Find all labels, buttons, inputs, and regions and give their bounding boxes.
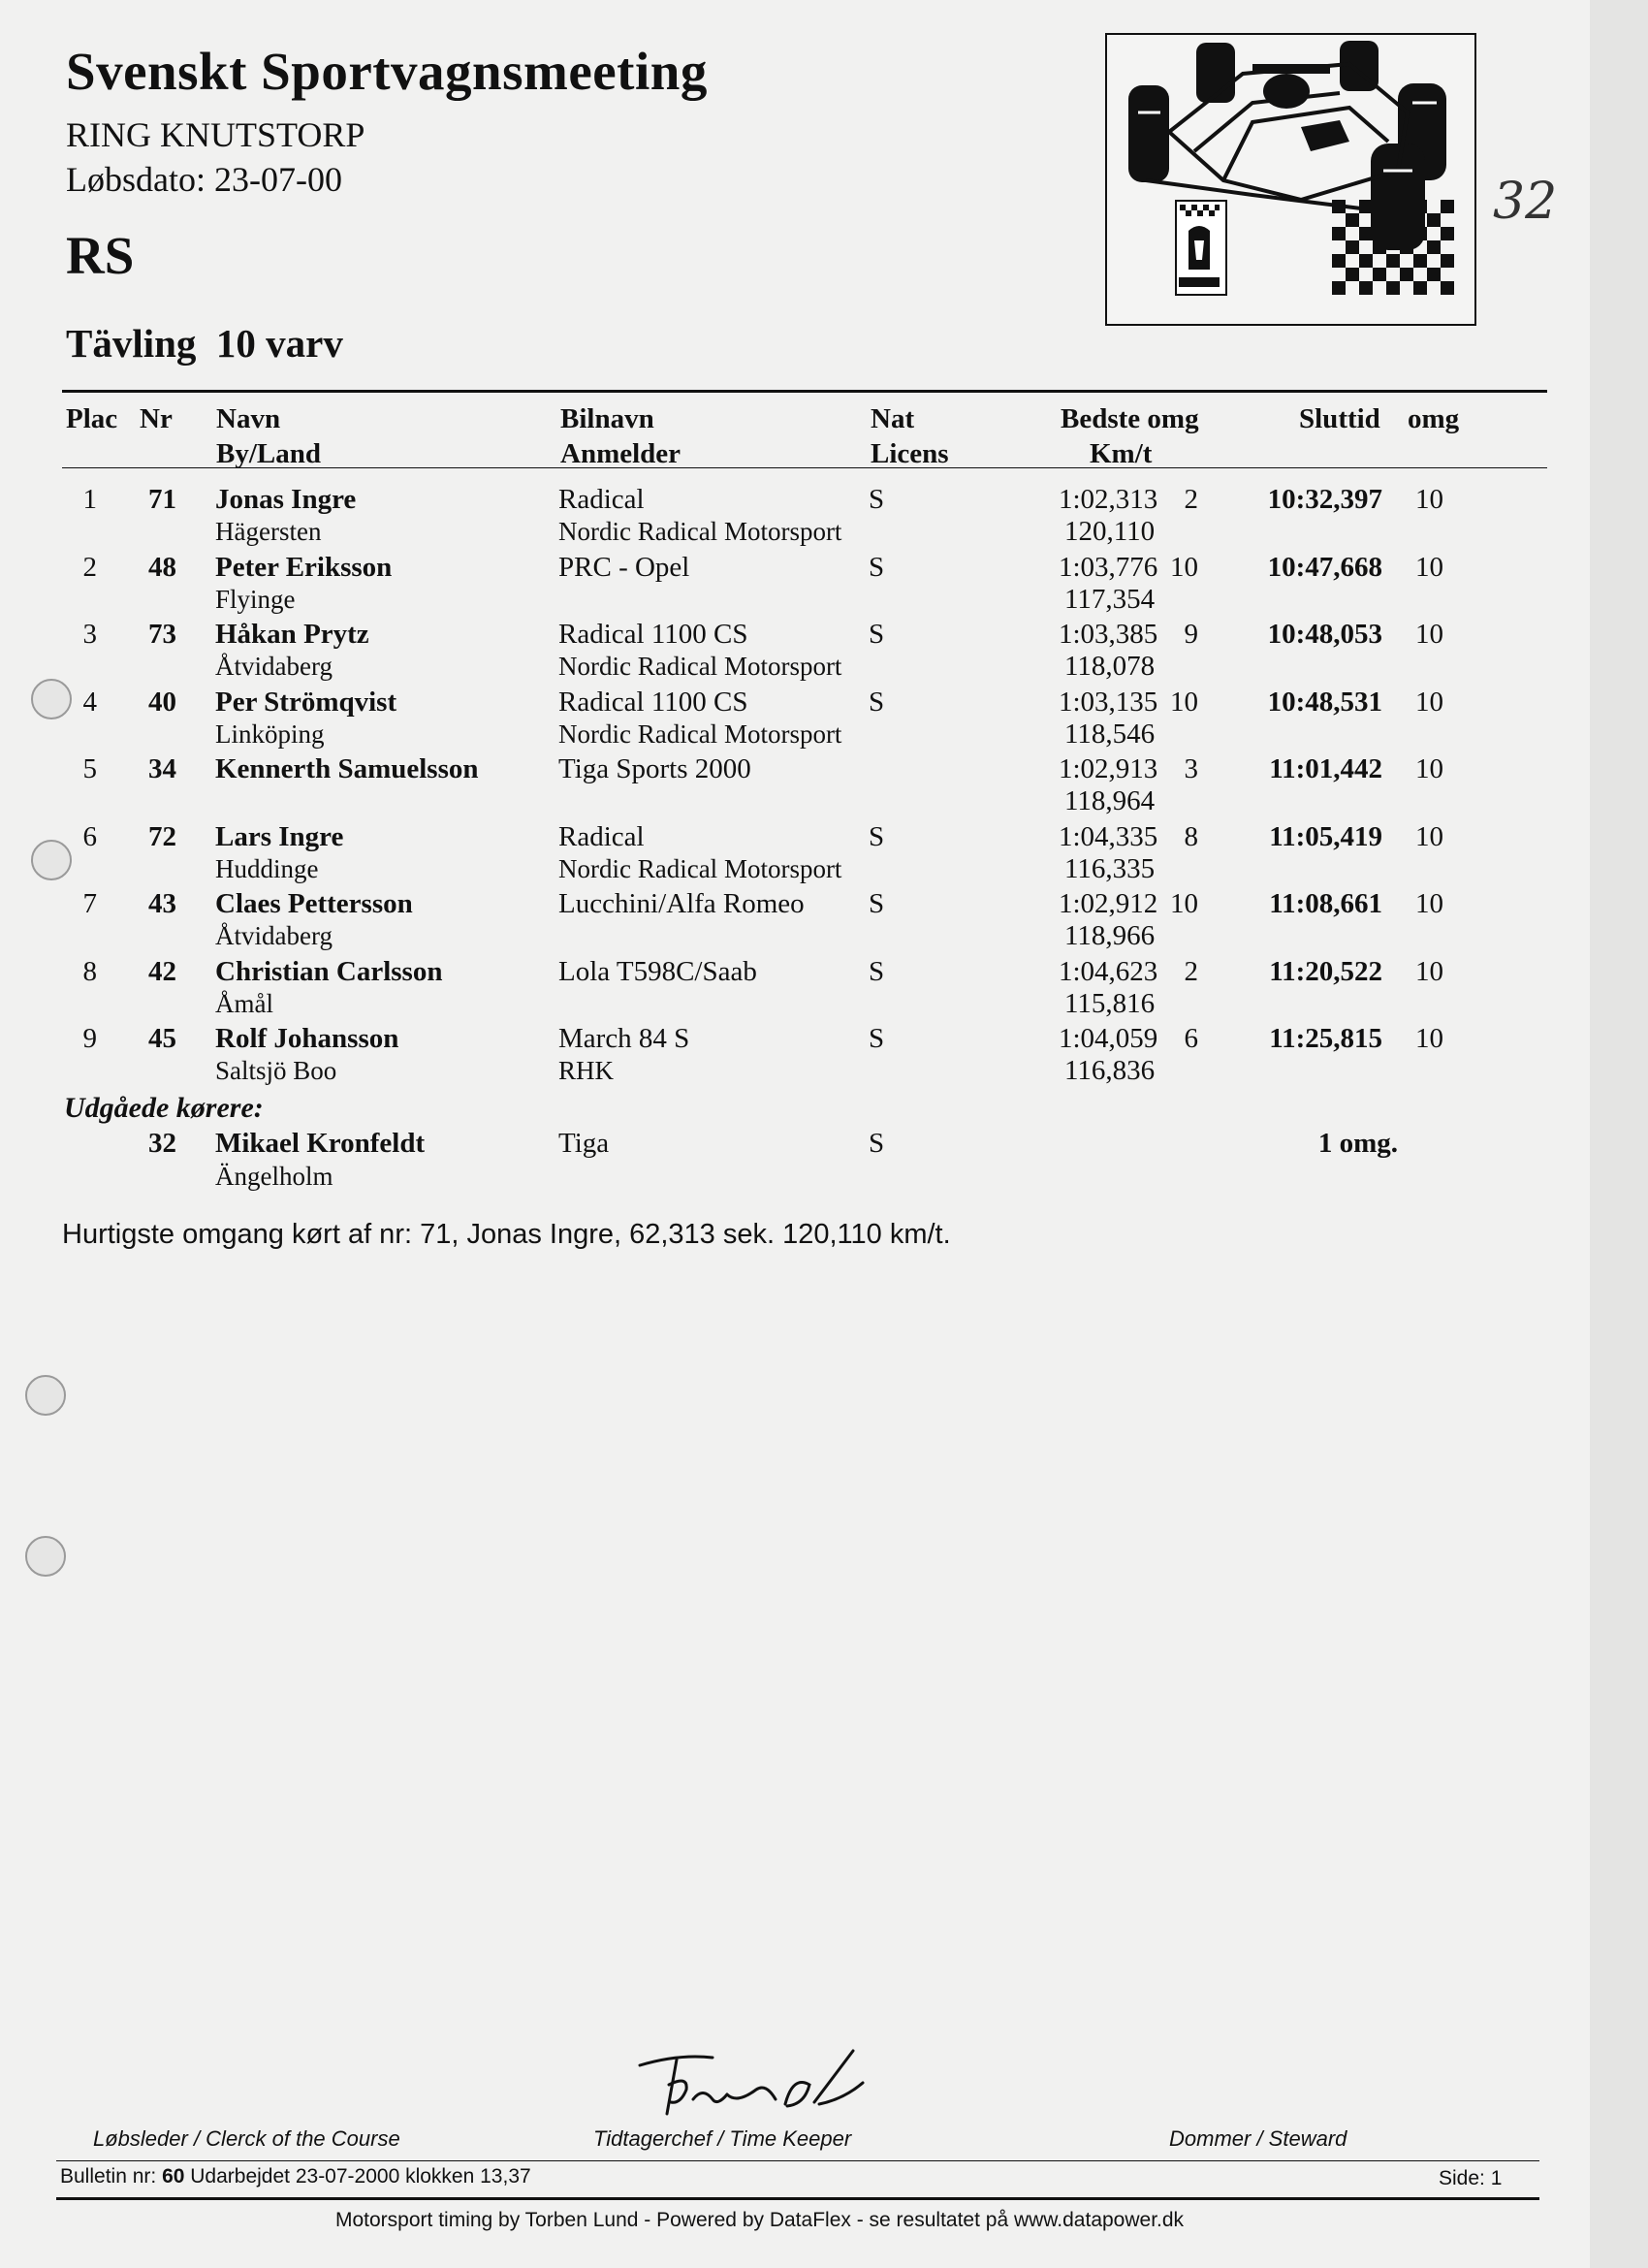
row-entrant: Nordic Radical Motorsport xyxy=(558,719,842,749)
row-city: Åtvidaberg xyxy=(215,652,333,681)
row-total-time: 11:08,661 xyxy=(1269,888,1382,919)
row-total-time: 11:25,815 xyxy=(1269,1023,1382,1054)
row-car: Radical xyxy=(558,821,645,852)
row-nat: S xyxy=(869,687,885,718)
row-nat: S xyxy=(869,956,885,987)
row-nr: 40 xyxy=(148,687,176,718)
col-byland: By/Land xyxy=(216,438,321,469)
punch-hole xyxy=(31,679,72,719)
row-nr: 45 xyxy=(148,1023,176,1054)
row-laps: 10 xyxy=(1415,619,1443,650)
row-nr: 71 xyxy=(148,484,176,515)
row-best-lap: 1:03,385 xyxy=(1059,619,1158,650)
page-side-label: Side: 1 xyxy=(1439,2167,1503,2189)
row-speed: 118,078 xyxy=(1064,651,1156,682)
row-total-time: 10:48,053 xyxy=(1267,619,1382,650)
row-driver-name: Claes Pettersson xyxy=(215,888,413,919)
row-nat: S xyxy=(869,484,885,515)
row-total-time: 10:47,668 xyxy=(1267,552,1382,583)
handwritten-page-number: 32 xyxy=(1493,173,1558,231)
row-speed: 117,354 xyxy=(1064,584,1156,615)
withdrawn-nr: 32 xyxy=(148,1128,176,1159)
row-nr: 34 xyxy=(148,753,176,784)
row-plac: 2 xyxy=(82,552,97,583)
row-car: Radical 1100 CS xyxy=(558,619,748,650)
row-best-lap: 1:04,623 xyxy=(1059,956,1158,987)
row-total-time: 10:48,531 xyxy=(1267,687,1382,718)
row-entrant: RHK xyxy=(558,1056,615,1085)
footer-bottom-rule xyxy=(56,2197,1539,2200)
row-best-lap-number: 9 xyxy=(1184,619,1198,650)
row-speed: 118,966 xyxy=(1064,920,1156,951)
col-bedste: Bedste omg xyxy=(1061,403,1199,434)
row-laps: 10 xyxy=(1415,687,1443,718)
row-nat: S xyxy=(869,552,885,583)
row-entrant: Nordic Radical Motorsport xyxy=(558,517,842,546)
row-best-lap: 1:02,912 xyxy=(1059,888,1158,919)
withdrawn-total: 1 omg. xyxy=(1317,1128,1398,1159)
row-driver-name: Jonas Ingre xyxy=(215,484,357,515)
row-nr: 42 xyxy=(148,956,176,987)
row-speed: 118,546 xyxy=(1064,719,1156,750)
row-laps: 10 xyxy=(1415,956,1443,987)
row-total-time: 11:05,419 xyxy=(1269,821,1382,852)
row-entrant: Nordic Radical Motorsport xyxy=(558,854,842,883)
fastest-lap-note: Hurtigste omgang kørt af nr: 71, Jonas Ingre, 62,313 sek. 120,110 km/t. xyxy=(62,1219,951,1250)
withdrawn-city: Ängelholm xyxy=(215,1162,333,1191)
checkered-flag-icon xyxy=(1332,200,1458,297)
row-nr: 48 xyxy=(148,552,176,583)
row-city: Åtvidaberg xyxy=(215,921,333,950)
col-bilnavn: Bilnavn xyxy=(560,403,654,434)
row-nat: S xyxy=(869,821,885,852)
row-best-lap: 1:03,135 xyxy=(1059,687,1158,718)
row-plac: 3 xyxy=(82,619,97,650)
row-driver-name: Håkan Prytz xyxy=(215,619,369,650)
col-sluttid: Sluttid xyxy=(1299,403,1380,434)
header-bottom-rule xyxy=(62,467,1547,468)
row-car: Radical xyxy=(558,484,645,515)
class-code: RS xyxy=(66,226,135,285)
clerk-label: Løbsleder / Clerck of the Course xyxy=(93,2126,400,2151)
row-best-lap-number: 10 xyxy=(1170,687,1198,718)
row-nr: 73 xyxy=(148,619,176,650)
row-plac: 5 xyxy=(82,753,97,784)
row-total-time: 10:32,397 xyxy=(1267,484,1382,515)
punch-hole xyxy=(31,840,72,880)
row-total-time: 11:20,522 xyxy=(1269,956,1382,987)
bulletin-info: Bulletin nr: 60 Udarbejdet 23-07-2000 klokken 13,37 xyxy=(60,2165,531,2188)
row-driver-name: Peter Eriksson xyxy=(215,552,393,583)
row-laps: 10 xyxy=(1415,888,1443,919)
page-title: Svenskt Sportvagnsmeeting xyxy=(66,42,708,101)
row-entrant: Nordic Radical Motorsport xyxy=(558,652,842,681)
header-top-rule xyxy=(62,390,1547,393)
row-laps: 10 xyxy=(1415,1023,1443,1054)
withdrawn-heading: Udgåede kørere: xyxy=(64,1092,264,1124)
col-anmelder: Anmelder xyxy=(560,438,681,469)
punch-hole xyxy=(25,1536,66,1577)
row-speed: 120,110 xyxy=(1064,516,1156,547)
race-date: Løbsdato: 23-07-00 xyxy=(66,160,342,199)
row-driver-name: Christian Carlsson xyxy=(215,956,443,987)
row-car: Lola T598C/Saab xyxy=(558,956,757,987)
row-laps: 10 xyxy=(1415,552,1443,583)
punch-hole xyxy=(25,1375,66,1416)
row-best-lap-number: 6 xyxy=(1184,1023,1198,1054)
row-best-lap-number: 10 xyxy=(1170,888,1198,919)
row-laps: 10 xyxy=(1415,821,1443,852)
row-best-lap: 1:02,313 xyxy=(1059,484,1158,515)
row-speed: 116,836 xyxy=(1064,1055,1156,1086)
row-nat: S xyxy=(869,1023,885,1054)
row-city: Saltsjö Boo xyxy=(215,1056,337,1085)
row-car: Radical 1100 CS xyxy=(558,687,748,718)
row-plac: 4 xyxy=(82,687,97,718)
col-nr: Nr xyxy=(140,403,173,434)
row-city: Flyinge xyxy=(215,585,296,614)
row-best-lap-number: 2 xyxy=(1184,956,1198,987)
withdrawn-nat: S xyxy=(869,1128,885,1159)
row-best-lap: 1:02,913 xyxy=(1059,753,1158,784)
row-best-lap-number: 2 xyxy=(1184,484,1198,515)
row-plac: 1 xyxy=(82,484,97,515)
row-best-lap: 1:04,335 xyxy=(1059,821,1158,852)
row-car: PRC - Opel xyxy=(558,552,690,583)
row-driver-name: Rolf Johansson xyxy=(215,1023,399,1054)
row-speed: 116,335 xyxy=(1064,853,1156,884)
row-nr: 72 xyxy=(148,821,176,852)
row-driver-name: Kennerth Samuelsson xyxy=(215,753,479,784)
row-city: Hägersten xyxy=(215,517,322,546)
row-car: Tiga Sports 2000 xyxy=(558,753,751,784)
col-nat: Nat xyxy=(871,403,915,434)
mgcc-badge-icon xyxy=(1175,200,1227,296)
row-nat: S xyxy=(869,619,885,650)
row-best-lap-number: 3 xyxy=(1184,753,1198,784)
col-licens: Licens xyxy=(871,438,949,469)
row-driver-name: Lars Ingre xyxy=(215,821,344,852)
row-car: March 84 S xyxy=(558,1023,690,1054)
row-speed: 115,816 xyxy=(1064,988,1156,1019)
row-city: Åmål xyxy=(215,989,273,1018)
timekeeper-signature xyxy=(620,2046,872,2124)
row-speed: 118,964 xyxy=(1064,785,1156,816)
row-plac: 9 xyxy=(82,1023,97,1054)
row-city: Huddinge xyxy=(215,854,319,883)
bulletin-number: 60 xyxy=(162,2165,185,2188)
col-omg: omg xyxy=(1408,403,1460,434)
footer-top-rule xyxy=(56,2160,1539,2161)
col-plac: Plac xyxy=(66,403,118,434)
race-name: Tävling 10 varv xyxy=(66,321,343,366)
row-nr: 43 xyxy=(148,888,176,919)
page-edge-shadow xyxy=(1590,0,1648,2268)
row-city: Linköping xyxy=(215,719,325,749)
row-car: Lucchini/Alfa Romeo xyxy=(558,888,805,919)
row-best-lap: 1:03,776 xyxy=(1059,552,1158,583)
withdrawn-name: Mikael Kronfeldt xyxy=(215,1128,426,1159)
col-kmt: Km/t xyxy=(1090,438,1153,469)
row-driver-name: Per Strömqvist xyxy=(215,687,397,718)
row-best-lap-number: 8 xyxy=(1184,821,1198,852)
steward-label: Dommer / Steward xyxy=(1169,2126,1347,2151)
row-laps: 10 xyxy=(1415,753,1443,784)
withdrawn-car: Tiga xyxy=(558,1128,610,1159)
row-nat: S xyxy=(869,888,885,919)
timing-credit: Motorsport timing by Torben Lund - Powered by DataFlex - se resultatet på www.datapower.dk xyxy=(335,2209,1185,2231)
row-best-lap: 1:04,059 xyxy=(1059,1023,1158,1054)
col-navn: Navn xyxy=(216,403,281,434)
row-plac: 6 xyxy=(82,821,97,852)
row-laps: 10 xyxy=(1415,484,1443,515)
row-plac: 7 xyxy=(82,888,97,919)
row-plac: 8 xyxy=(82,956,97,987)
row-total-time: 11:01,442 xyxy=(1269,753,1382,784)
venue-name: RING KNUTSTORP xyxy=(66,115,365,154)
timekeeper-label: Tidtagerchef / Time Keeper xyxy=(593,2126,852,2151)
event-logo xyxy=(1105,33,1476,326)
row-best-lap-number: 10 xyxy=(1170,552,1198,583)
